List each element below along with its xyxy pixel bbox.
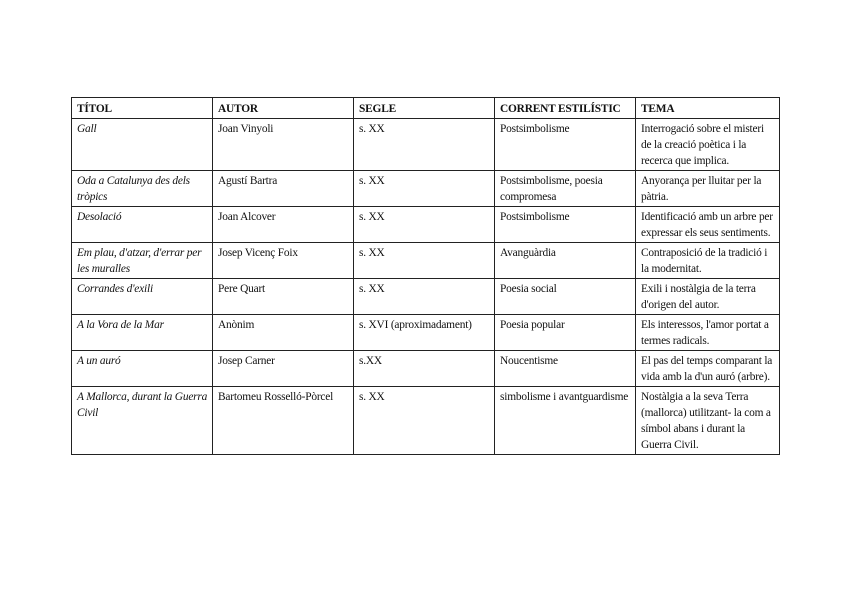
cell-movement: Postsimbolisme [495,207,636,243]
cell-theme: Anyorança per lluitar per la pàtria. [636,171,780,207]
table-row [72,207,780,243]
table-row [72,171,780,207]
cell-century: s. XX [354,279,495,315]
cell-title: Corrandes d'exili [72,279,213,315]
cell-title: Oda a Catalunya des dels tròpics [72,171,213,207]
cell-title: A un auró [72,351,213,387]
cell-theme: Interrogació sobre el misteri de la creació poètica i la recerca que implica. [636,119,780,171]
cell-century: s. XX [354,119,495,171]
poems-table [71,97,780,455]
cell-author: Josep Carner [213,351,354,387]
table-row [72,351,780,387]
table-row [72,243,780,279]
cell-movement: simbolisme i avantguardisme [495,387,636,455]
cell-author: Pere Quart [213,279,354,315]
cell-author: Josep Vicenç Foix [213,243,354,279]
table-row [72,279,780,315]
cell-century: s.XX [354,351,495,387]
table-row [72,315,780,351]
cell-title: A Mallorca, durant la Guerra Civil [72,387,213,455]
cell-author: Agustí Bartra [213,171,354,207]
cell-title: Gall [72,119,213,171]
table-row [72,119,780,171]
cell-century: s. XX [354,243,495,279]
table-row [72,387,780,455]
cell-theme: Els interessos, l'amor portat a termes radicals. [636,315,780,351]
header-title: TÍTOL [72,98,213,119]
cell-movement: Noucentisme [495,351,636,387]
cell-movement: Poesia social [495,279,636,315]
cell-theme: El pas del temps comparant la vida amb la d'un auró (arbre). [636,351,780,387]
cell-title: Em plau, d'atzar, d'errar per les muralles [72,243,213,279]
cell-century: s. XX [354,171,495,207]
cell-author: Bartomeu Rosselló-Pòrcel [213,387,354,455]
cell-century: s. XVI (aproximadament) [354,315,495,351]
cell-title: A la Vora de la Mar [72,315,213,351]
table-header-row [72,98,780,119]
cell-theme: Nostàlgia a la seva Terra (mallorca) utilitzant- la com a símbol abans i durant la Guerra Civil. [636,387,780,455]
cell-century: s. XX [354,207,495,243]
header-movement: CORRENT ESTILÍSTIC [495,98,636,119]
cell-theme: Exili i nostàlgia de la terra d'origen del autor. [636,279,780,315]
header-author: AUTOR [213,98,354,119]
cell-theme: Contraposició de la tradició i la modernitat. [636,243,780,279]
header-century: SEGLE [354,98,495,119]
cell-movement: Poesia popular [495,315,636,351]
cell-author: Anònim [213,315,354,351]
header-theme: TEMA [636,98,780,119]
cell-movement: Postsimbolisme, poesia compromesa [495,171,636,207]
cell-movement: Avanguàrdia [495,243,636,279]
cell-movement: Postsimbolisme [495,119,636,171]
cell-author: Joan Vinyoli [213,119,354,171]
cell-century: s. XX [354,387,495,455]
cell-title: Desolació [72,207,213,243]
cell-theme: Identificació amb un arbre per expressar els seus sentiments. [636,207,780,243]
cell-author: Joan Alcover [213,207,354,243]
